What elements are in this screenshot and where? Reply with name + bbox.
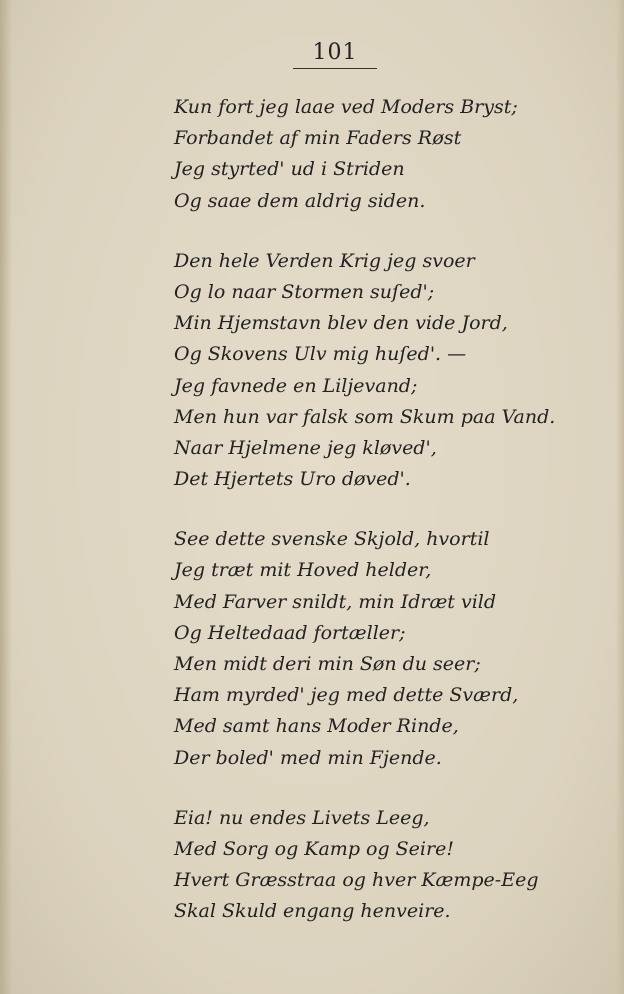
stanza-1 [174, 92, 594, 217]
poem-line: Jeg styrted' ud i Striden [174, 158, 405, 181]
page-number-rule [293, 68, 377, 69]
poem-line: See dette svenske Skjold, hvortil [174, 528, 490, 551]
poem-line: Og Heltedaad fortæller; [174, 621, 406, 644]
poem-line: Og Skovens Ulv mig huſed'. — [174, 343, 467, 366]
stanza-2 [174, 246, 594, 496]
page-edge-shadow-right [616, 0, 624, 994]
poem-line: Jeg favnede en Liljevand; [174, 374, 418, 397]
stanza-3 [174, 524, 594, 774]
poem-line: Min Hjemstavn blev den vide Jord, [174, 312, 508, 335]
poem-line: Eia! nu endes Livets Leeg, [174, 806, 430, 829]
poem-line: Det Hjertets Uro døved'. [174, 468, 411, 491]
poem [174, 92, 594, 957]
page-number: 101 [312, 40, 358, 65]
page-edge-shadow-left [0, 0, 12, 994]
poem-line: Med Farver snildt, min Idræt vild [174, 590, 497, 613]
poem-line: Skal Skuld engang henveire. [174, 900, 451, 923]
poem-line: Kun fort jeg laae ved Moders Bryst; [174, 96, 518, 118]
poem-line: Og lo naar Stormen suſed'; [174, 280, 435, 303]
poem-line: Ham myrded' jeg med dette Sværd, [174, 684, 519, 707]
poem-line: Med Sorg og Kamp og Seire! [174, 837, 454, 860]
poem-line: Den hele Verden Krig jeg svoer [174, 249, 475, 272]
poem-line: Jeg træt mit Hoved helder, [174, 559, 432, 582]
poem-line: Men hun var falsk som Skum paa Vand. [174, 405, 556, 428]
poem-line: Og saae dem aldrig siden. [174, 189, 426, 212]
poem-line: Hvert Græsstraa og hver Kæmpe-Eeg [174, 869, 539, 892]
poem-line: Med samt hans Moder Rinde, [174, 715, 459, 738]
poem-line: Men midt deri min Søn du seer; [174, 653, 481, 675]
poem-line: Forbandet af min Faders Røst [174, 127, 462, 150]
poem-line: Der boled' med min Fjende. [174, 746, 442, 769]
poem-line: Naar Hjelmene jeg kløved', [174, 436, 437, 459]
stanza-4 [174, 803, 594, 928]
